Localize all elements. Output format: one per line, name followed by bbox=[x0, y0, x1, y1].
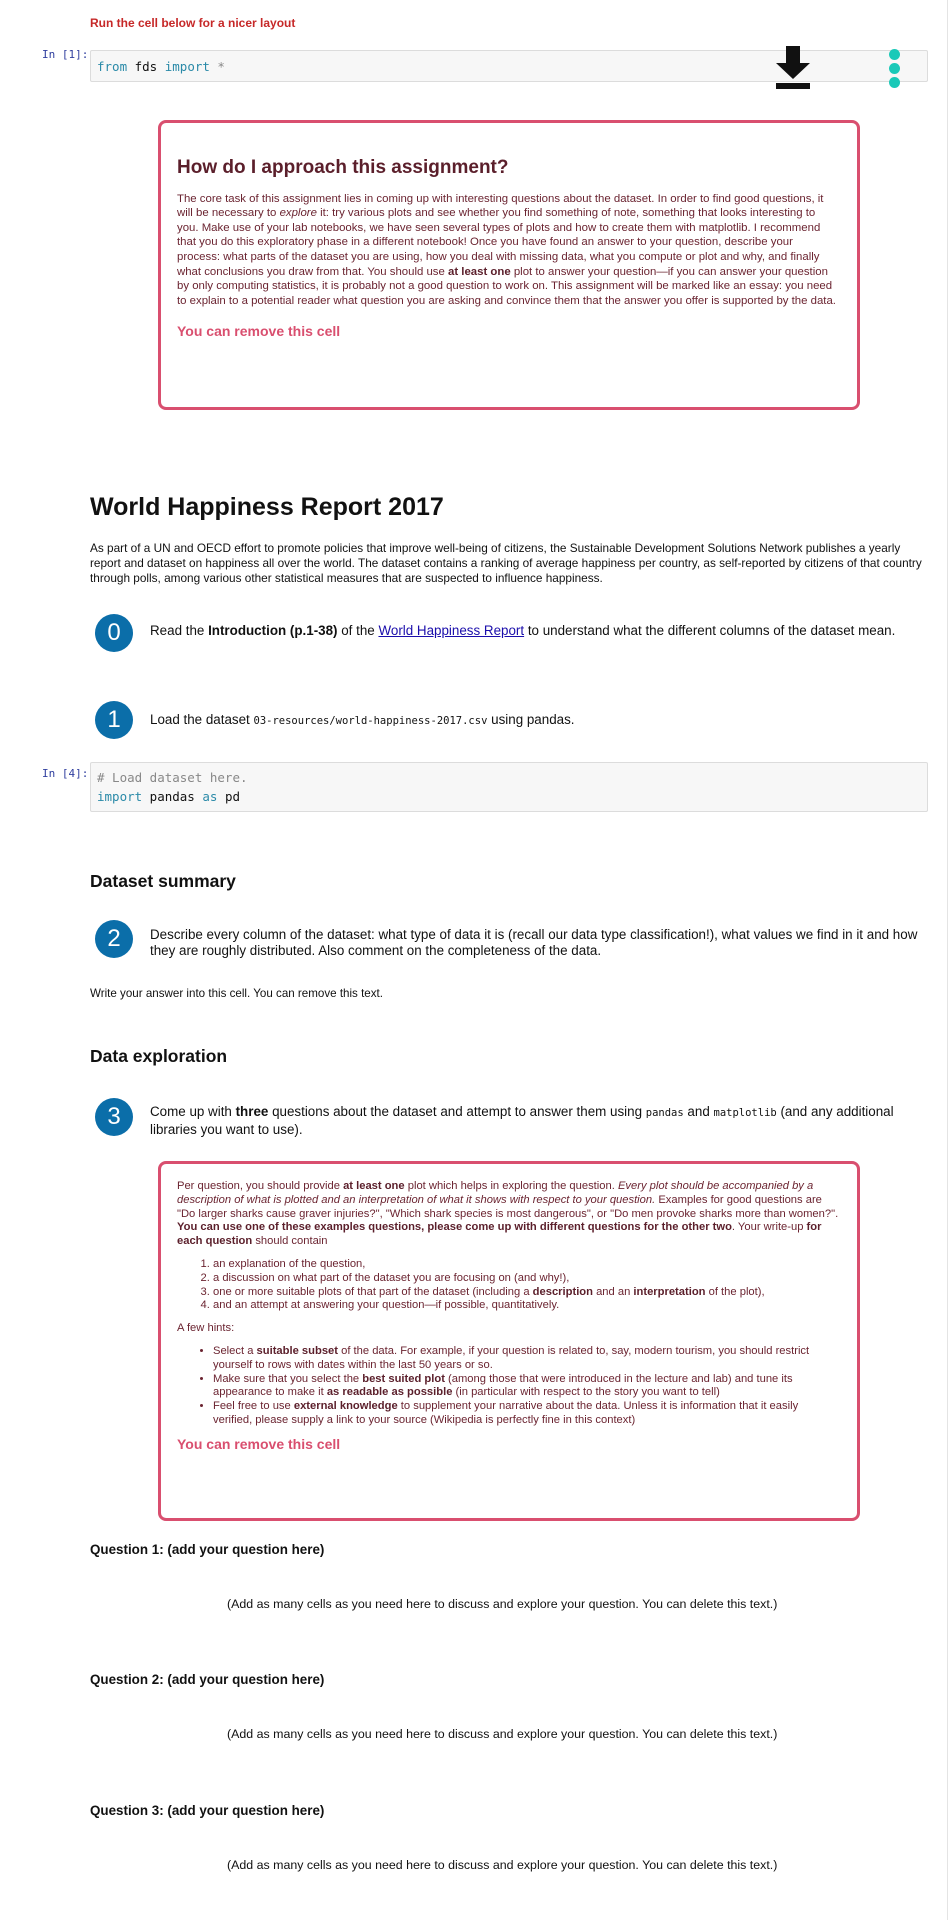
step-0 bbox=[95, 614, 925, 658]
question-2-note[interactable]: (Add as many cells as you need here to discuss and explore your question. You can delete this text.) bbox=[227, 1727, 778, 1741]
step-badge: 3 bbox=[95, 1098, 133, 1136]
code-cell-4 bbox=[0, 755, 948, 815]
step-1 bbox=[95, 701, 925, 741]
step-2 bbox=[95, 920, 925, 964]
nicer-layout-note: Run the cell below for a nicer layout bbox=[90, 16, 296, 30]
step-badge: 0 bbox=[95, 614, 133, 652]
list-item: 1. an explanation of the question, bbox=[213, 1258, 839, 1272]
code-line: import pandas as pd bbox=[97, 789, 241, 804]
remove-cell-note: You can remove this cell bbox=[177, 1435, 341, 1452]
hints-list bbox=[177, 1345, 839, 1428]
questions-alert-box bbox=[158, 1161, 860, 1521]
code-keyword: from bbox=[97, 59, 128, 74]
code-editor[interactable] bbox=[90, 762, 928, 812]
summary-answer-text[interactable]: Write your answer into this cell. You can remove this text. bbox=[90, 987, 383, 1000]
approach-title: How do I approach this assignment? bbox=[177, 157, 509, 178]
cell-prompt: In [1]: bbox=[42, 48, 89, 61]
approach-text: The core task of this assignment lies in coming up with interesting questions about the dataset. In order to find good questions, it will be necessary to explore it: try various plots and see whether you find something of note, something that looks interesting to you. Make use of your lab notebooks, we have seen several types of plots and how to create them with matplotlib. I recommend that you do this exploratory phase in a different notebook! Once you have found an answer to your question, describe your process: what parts of the dataset you are using, how you deal with missing data, what you compute or plot and why, and finally what conclusions you draw from that. You should use at least one plot to answer your question—if you can answer your question by only computing statistics, it is probably not a good question to work on. This assignment will be marked like an essay: you need to explain to a potential reader what question you are asking and convince them that the answer you offer is supported by the data. bbox=[177, 192, 836, 307]
step-badge: 1 bbox=[95, 701, 133, 739]
code-module: fds bbox=[127, 59, 165, 74]
data-exploration-heading: Data exploration bbox=[90, 1046, 228, 1066]
question-3-label: Question 3: (add your question here) bbox=[90, 1803, 325, 1818]
question-2-label: Question 2: (add your question here) bbox=[90, 1672, 325, 1687]
list-item: • Feel free to use external knowledge to supplement your narrative about the data. Unless it is information that it easily verified, please supply a link to your source (Wikipedia is perfectly fine in this context) bbox=[213, 1400, 839, 1428]
writeup-list bbox=[177, 1258, 839, 1313]
step-badge: 2 bbox=[95, 920, 133, 958]
list-item: 3. one or more suitable plots of that part of the dataset (including a description and an interpretation of the plot), bbox=[213, 1286, 839, 1300]
report-title: World Happiness Report 2017 bbox=[90, 493, 444, 521]
step-text: Come up with three questions about the dataset and attempt to answer them using pandas and matplotlib (and any additional libraries you want to use). bbox=[150, 1104, 894, 1137]
list-item: • Make sure that you select the best suited plot (among those that were introduced in the lecture and lab) and tune its appearance to make it as readable as possible (in particular with respect to the story you want to tell) bbox=[213, 1373, 839, 1401]
list-item: 4. and an attempt at answering your question—if possible, quantitatively. bbox=[213, 1299, 839, 1313]
report-intro: As part of a UN and OECD effort to promote policies that improve well-being of citizens, the Sustainable Development Solutions Network publishes a yearly report and dataset on happiness all over the world. The dataset contains a ranking of average happiness per country, as self-reported by citizens of that country through polls, among various other statistical measures that are suspected to influence happiness. bbox=[90, 541, 922, 585]
step-text: Read the Introduction (p.1-38) of the World Happiness Report to understand what the different columns of the dataset mean. bbox=[150, 623, 896, 638]
approach-alert-box bbox=[158, 120, 860, 410]
kebab-menu-icon[interactable] bbox=[887, 49, 901, 91]
dataset-summary-heading: Dataset summary bbox=[90, 871, 236, 891]
hints-label: A few hints: bbox=[177, 1322, 235, 1335]
code-wildcard: * bbox=[209, 59, 225, 74]
code-keyword: import bbox=[164, 59, 210, 74]
list-item: 2. a discussion on what part of the dataset you are focusing on (and why!), bbox=[213, 1272, 839, 1286]
step-text: Describe every column of the dataset: what type of data it is (recall our data type classification!), what values we find in it and how they are roughly distributed. Also comment on the completeness of the data. bbox=[150, 927, 918, 958]
remove-cell-note: You can remove this cell bbox=[177, 323, 341, 340]
code-comment: # Load dataset here. bbox=[97, 770, 248, 785]
question-3-note[interactable]: (Add as many cells as you need here to discuss and explore your question. You can delete this text.) bbox=[227, 1858, 778, 1872]
cell-prompt: In [4]: bbox=[42, 767, 89, 780]
question-1-note[interactable]: (Add as many cells as you need here to discuss and explore your question. You can delete this text.) bbox=[227, 1597, 778, 1611]
step-3 bbox=[95, 1098, 925, 1142]
download-icon[interactable] bbox=[772, 46, 814, 90]
question-1-label: Question 1: (add your question here) bbox=[90, 1542, 325, 1557]
questions-intro: Per question, you should provide at least one plot which helps in exploring the question. Every plot should be accompanied by a description of what is plotted and an interpretation of what it shows with respect to your question. Examples for good questions are "Do larger sharks cause graver injuries?", "Which shark species is most dangerous", or "Do men provoke sharks more than women?". You can use one of these examples questions, please come up with different questions for the other two. Your write-up for each question should contain bbox=[177, 1180, 839, 1248]
step-text: Load the dataset 03-resources/world-happiness-2017.csv using pandas. bbox=[150, 712, 575, 727]
list-item: • Select a suitable subset of the data. For example, if your question is related to, say, modern tourism, you should restrict yourself to rows with dates within the last 50 years or so. bbox=[213, 1345, 839, 1373]
report-link[interactable]: World Happiness Report bbox=[378, 623, 525, 638]
